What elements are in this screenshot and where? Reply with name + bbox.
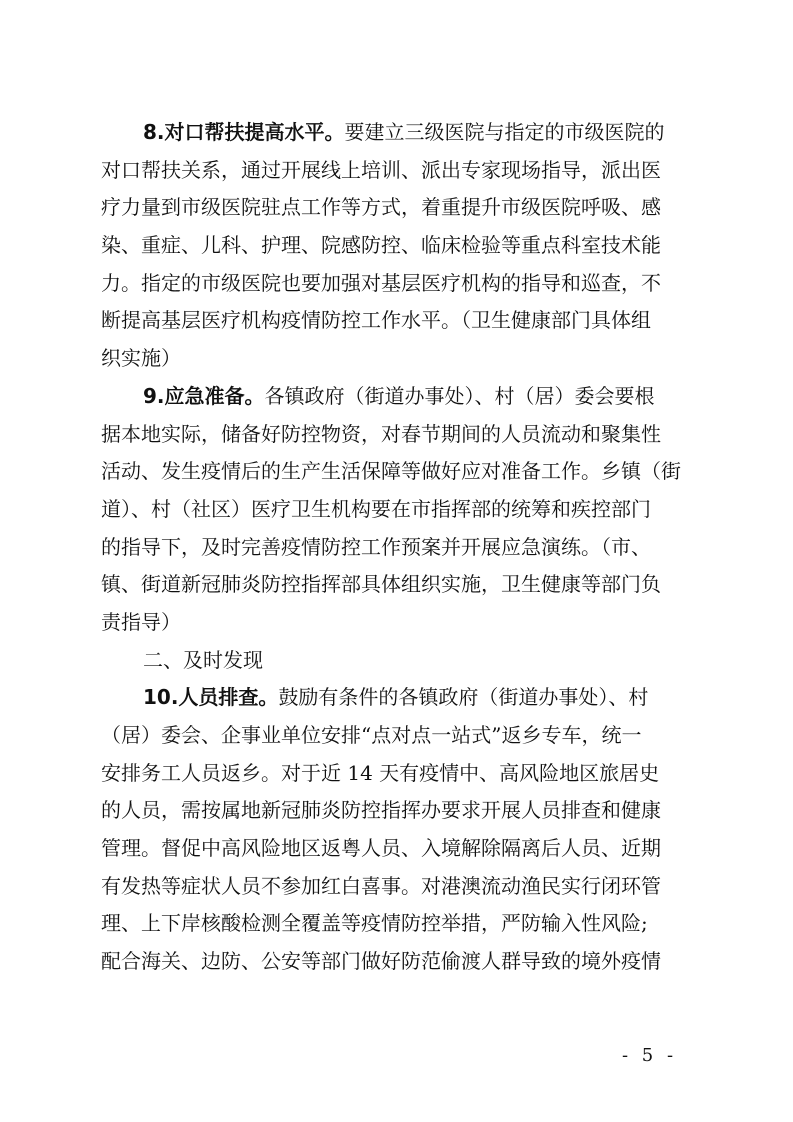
paragraph-8-text: 要建立三级医院与指定的市级医院的 [344,120,665,144]
paragraph-8-line-1 [101,114,693,152]
paragraph-8-line-3: 疗力量到市级医院驻点工作等方式，着重提升市级医院呼吸、感 [101,195,661,220]
paragraph-8-heading: 8.对口帮扶提高水平。 [143,120,345,144]
paragraph-10-line-7: 理、上下岸核酸检测全覆盖等疫情防控举措，严防输入性风险; [101,911,648,936]
section-heading: 二、及时发现 [143,647,263,672]
paragraph-10-line-5: 管理。督促中高风险地区返粤人员、入境解除隔离后人员、近期 [101,836,661,861]
paragraph-9-line-6: 镇、街道新冠肺炎防控指挥部具体组织实施，卫生健康等部门负 [101,572,661,597]
paragraph-9-line-7: 责指导） [101,609,181,634]
page-number: - 5 - [622,1045,678,1066]
paragraph-9-line-1 [101,378,693,416]
paragraph-9-heading: 9.应急准备。 [143,383,265,408]
paragraph-9-line-5: 的指导下，及时完善疫情防控工作预案并开展应急演练。（市、 [101,534,651,559]
paragraph-10-line-1 [101,679,693,717]
paragraph-10-line-6: 有发热等症状人员不参加红白喜事。对港澳流动渔民实行闭环管 [101,873,661,898]
paragraph-9-line-4: 道）、村（社区）医疗卫生机构要在市指挥部的统筹和疾控部门 [101,496,651,521]
paragraph-10-heading: 10.人员排查。 [143,685,279,710]
paragraph-8-line-4: 染、重症、儿科、护理、院感防控、临床检验等重点科室技术能 [101,233,661,258]
paragraph-9-text: 各镇政府（街道办事处）、村（居）委会要根 [264,383,655,408]
paragraph-10-line-3: 安排务工人员返乡。对于近 14 天有疫情中、高风险地区旅居史 [101,760,660,785]
paragraph-8-line-6: 断提高基层医疗机构疫情防控工作水平。（卫生健康部门具体组 [101,308,651,333]
paragraph-10-line-4: 的人员，需按属地新冠肺炎防控指挥办要求开展人员排查和健康 [101,798,661,823]
document-body [101,114,693,981]
paragraph-10-line-8: 配合海关、边防、公安等部门做好防范偷渡人群导致的境外疫情 [101,949,661,974]
paragraph-10-line-2: （居）委会、企事业单位安排“点对点一站式”返乡专车，统一 [101,723,642,747]
paragraph-10-text: 鼓励有条件的各镇政府（街道办事处）、村 [278,685,649,710]
paragraph-9-line-2: 据本地实际，储备好防控物资，对春节期间的人员流动和聚集性 [101,421,661,446]
paragraph-9-line-3: 活动、发生疫情后的生产生活保障等做好应对准备工作。乡镇（街 [101,459,681,484]
paragraph-8-line-7: 织实施） [101,346,181,371]
paragraph-8-line-5: 力。指定的市级医院也要加强对基层医疗机构的指导和巡查，不 [101,270,661,295]
paragraph-8-line-2: 对口帮扶关系，通过开展线上培训、派出专家现场指导，派出医 [101,157,661,182]
